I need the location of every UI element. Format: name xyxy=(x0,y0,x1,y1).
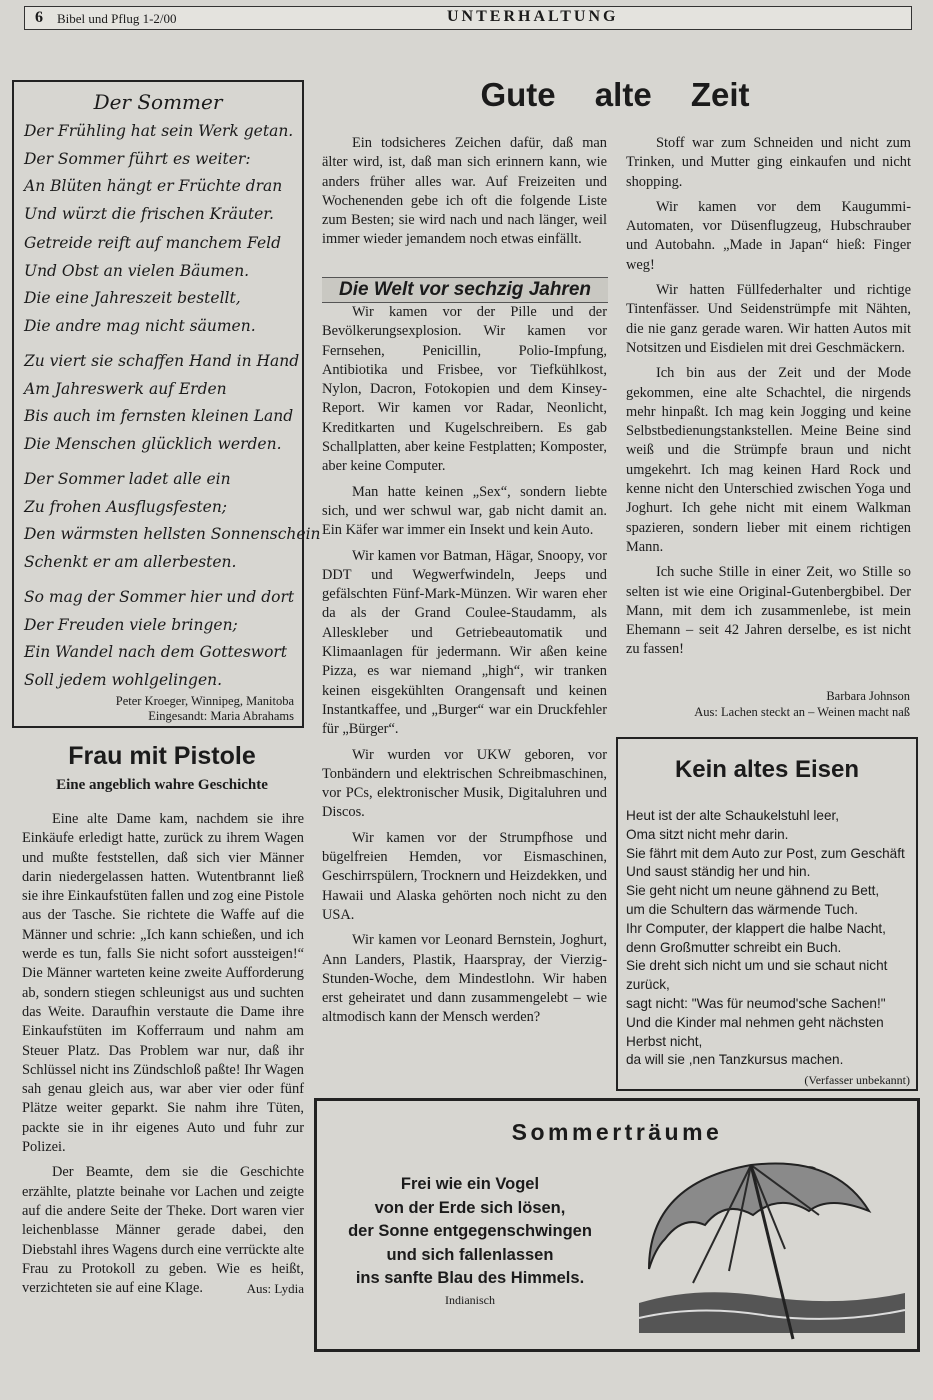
paragraph: Wir kamen vor der Strumpfhose und bügelfreien Hemden, vor Eismaschinen, Geschirrspülern, Trocknern und Heizdekken, und Hawaii und Alaska gehörten noch nicht zu den USA. xyxy=(322,829,607,923)
poem-line: Und die Kinder mal nehmen geht nächsten xyxy=(626,1014,884,1030)
paragraph: Wir wurden vor UKW geboren, vor Tonbändern und elektrischen Schreibmaschinen, vor PCs, elektronischer Musik, Digitaluhren und Discos. xyxy=(322,746,607,821)
poem-line: da will sie ,nen Tanzkursus machen. xyxy=(626,1052,844,1068)
poem-line: um die Schultern das wärmende Tuch. xyxy=(626,901,858,917)
waves-icon xyxy=(639,1292,905,1333)
poem-line: Und würzt die frischen Kräuter. xyxy=(24,204,274,223)
article-source: Aus: Lydia xyxy=(246,1281,304,1297)
poem-line: Schenkt er am allerbesten. xyxy=(24,552,237,571)
sommertraeume-box xyxy=(314,1098,920,1352)
poem-author: Peter Kroeger, Winnipeg, Manitoba xyxy=(115,694,294,708)
poem-line: Getreide reift auf manchem Feld xyxy=(24,234,282,252)
paragraph: Wir kamen vor der Pille und der Bevölkerungsexplosion. Wir kamen vor Fernsehen, Penicillin, Polio-Impfung, Antibiotika und Frisbee, vor Tiefkühlkost, Nylon, Dacron, Fotokopien und dem Kinsey-Report. Wir kamen vor Radar, Neonlicht, Kreditkarten und Kugelschreibern. Es gab Schallplatten, aber keine Festplatten; Komposter, aber keine Computer. xyxy=(322,304,607,475)
article-body xyxy=(322,303,607,1028)
poem-line: Am Jahreswerk auf Erden xyxy=(24,379,227,398)
poem-line: Den wärmsten hellsten Sonnenschein xyxy=(24,525,321,543)
verse-line: von der Erde sich lösen, xyxy=(374,1198,566,1217)
poem-stanza xyxy=(24,348,304,458)
poem-line: Die Menschen glücklich werden. xyxy=(24,434,282,453)
page-header xyxy=(24,6,912,30)
poem-line: So mag der Sommer hier und dort xyxy=(24,588,295,606)
poem-line: Die andre mag nicht säumen. xyxy=(24,316,256,335)
article-title: Gute alte Zeit xyxy=(480,76,750,113)
poem-line: Zu frohen Ausflugsfesten; xyxy=(24,497,228,516)
poem-line: denn Großmutter schreibt ein Buch. xyxy=(626,939,842,955)
box-title: Sommerträume xyxy=(511,1119,723,1145)
publication-name: Bibel und Pflug 1-2/00 xyxy=(57,11,177,26)
paragraph: Wir hatten Füllfederhalter und richtige Tintenfässer. Und Seidenstrümpfe mit Nähten, die nie ganz gerade waren. Wir hatten Autos mit Notsitzen und Eisdielen mit drei Geschmäckern. xyxy=(626,282,911,356)
poem-title: Kein altes Eisen xyxy=(674,756,860,783)
verse-line: Frei wie ein Vogel xyxy=(400,1175,540,1193)
verse-line: der Sonne entgegenschwingen xyxy=(348,1222,592,1240)
verse-line: und sich fallenlassen xyxy=(386,1245,554,1264)
poem-credit: (Verfasser unbekannt) xyxy=(804,1073,910,1087)
article-credit xyxy=(626,688,910,720)
article-title: Frau mit Pistole xyxy=(68,742,256,770)
article-subtitle: Eine angeblich wahre Geschichte xyxy=(56,777,268,793)
poem-box xyxy=(616,737,918,1091)
beach-umbrella-birds-illustration xyxy=(635,1153,909,1343)
article-source: Aus: Lachen steckt an – Weinen macht naß xyxy=(694,705,910,719)
poem-line: Soll jedem wohlgelingen. xyxy=(24,670,223,689)
paragraph: Der Beamte, dem sie die Geschichte erzählte, platzte beinahe vor Lachen und zeigte auf die andere Seite der Theke. Dort waren vier leichenblasse Männer gerade dabei, den Diebstahl ihres Wagens durch eine verrückte alte Frau zu Protokoll zu geben. Wie es heißt, verzichteten sie auf eine Klage. xyxy=(22,1164,304,1297)
page-number: 6 xyxy=(35,9,43,26)
paragraph: Ein todsicheres Zeichen dafür, daß man älter wird, ist, daß man sich erinnern kann, wie anders früher alles war. Auf Freizeiten und Wochenenden gebe ich oft die folgende Liste zum Besten; sie wird nach und nach länger, weil immer wieder jemandem noch etwas einfällt. xyxy=(322,135,607,248)
poem-lines xyxy=(626,807,914,1070)
poem-stanza xyxy=(24,466,321,576)
article-author: Barbara Johnson xyxy=(826,689,910,703)
article-body xyxy=(22,810,304,1297)
poem-line: Sie geht nicht um neune gähnend zu Bett, xyxy=(626,883,880,899)
paragraph: Wir kamen vor Leonard Bernstein, Joghurt, Ann Landers, Plastik, Haarspray, der Vierzig-Stunden-Woche, dem Mindestlohn. Wir haben erst geheiratet und dann zusammengelebt – wie altmodisch kann der Mensch werden? xyxy=(322,932,607,1026)
paragraph: Eine alte Dame kam, nachdem sie ihre Einkäufe erledigt hatte, zurück zu ihrem Wagen und mußte feststellen, daß sich vier Männer darin niedergelassen hatten. Wutentbrannt ließ sie ihre Einkaufstüten fallen und zog eine Pistole aus der Tasche. Sie richtete die Waffe auf die Männer und schrie: „Ich kann schießen, und ich werde es tun, falls Sie nicht sofort aussteigen!“ Die Männer warteten keine zweite Aufforderung ab, sondern stiegen schleunigst aus und suchten das Weite. Daraufhin verstaute die Dame ihre Einkaufstüten im Kofferraum und nahm am Steuer Platz. Das Problem war nur, daß ihr Schlüssel nicht ins Zündschloß paßte! Ihr Wagen sah genau gleich aus, war aber vier oder fünf Plätze weiter geparkt. Sie nahm ihre Tüten, packte sie in ihr eigenes Auto und fuhr zur Polizei. xyxy=(22,811,304,1156)
poem-line: Der Sommer führt es weiter: xyxy=(24,149,251,168)
verse-lines xyxy=(321,1173,619,1291)
verse-line: ins sanfte Blau des Himmels. xyxy=(355,1269,585,1287)
poem-line: An Blüten hängt er Früchte dran xyxy=(24,177,283,195)
attribution: Indianisch xyxy=(445,1293,495,1307)
poem-line: Herbst nicht, xyxy=(626,1033,703,1049)
paragraph: Wir kamen vor Batman, Hägar, Snoopy, vor DDT und Wegwerfwindeln, Jeeps und gefälschten Fünf-Mark-Münzen. Wir waren eher da als der Grand Coulee-Staudamm, als Alleskleber und Getriebeautomatik und Klimaanlagen für jedermann. Wir aßen keine Pizza, es war niemand „high“, wir tranken keinen eisgekühlten Orangensaft und keinen Instantkaffee, und „Burger“ war ein Druckfehler für „Bürger“. xyxy=(322,547,607,738)
poem-line: Und saust ständig her und hin. xyxy=(626,864,811,880)
paragraph: Wir kamen vor dem Kaugummi-Automaten, vor Düsenflugzeug, Hubschrauber und Autobahn. „Made in Japan“ hieß: Finger weg! xyxy=(626,198,911,273)
poem-title: Der Sommer xyxy=(93,90,223,114)
article-intro xyxy=(322,134,607,250)
paragraph: Man hatte keinen „Sex“, sondern liebte sich, und wer schwul war, gab nicht damit an. Ein Käfer war immer ein Insekt und kein Auto. xyxy=(322,483,607,539)
poem-line: sagt nicht: "Was für neumod'sche Sachen!" xyxy=(626,995,886,1011)
poem-line: Der Sommer ladet alle ein xyxy=(24,470,231,488)
poem-line: Und Obst an vielen Bäumen. xyxy=(24,261,250,280)
poem-line: Sie fährt mit dem Auto zur Post, zum Geschäft xyxy=(626,845,905,861)
paragraph: Ich bin aus der Zeit und der Mode gekommen, eine alte Schachtel, die nirgends mehr hinpaßt. Ich mag kein Jogging und keine Selbstbedienungstankstellen. Meine Beine sind weiß und die Strümpfe braun und nicht umgekehrt. Ich mag keinen Hard Rock und kenne nicht den Unterschied zwischen Yoga und Joghurt. Ich gehe nicht mit einem Walkman spazieren, sondern lieber mit einem richtigen Mann. xyxy=(626,365,911,555)
article-body xyxy=(626,134,911,660)
poem-line: Der Frühling hat sein Werk getan. xyxy=(24,122,294,140)
poem-line: Heut ist der alte Schaukelstuhl leer, xyxy=(626,808,840,823)
section-title: UNTERHALTUNG xyxy=(447,8,619,25)
poem-line: Ihr Computer, der klappert die halbe Nacht, xyxy=(626,920,886,936)
poem-line: Zu viert sie schaffen Hand in Hand xyxy=(24,352,300,370)
poem-line: zurück, xyxy=(626,977,670,993)
paragraph: Stoff war zum Schneiden und nicht zum Trinken, und Mutter ging einkaufen und nicht shopping. xyxy=(626,135,911,190)
poem-stanza xyxy=(24,118,304,228)
poem-line: Sie dreht sich nicht um und sie schaut nicht xyxy=(626,958,888,974)
poem-stanza xyxy=(24,584,304,694)
subheading: Die Welt vor sechzig Jahren xyxy=(322,277,608,303)
poem-line: Ein Wandel nach dem Gotteswort xyxy=(24,643,288,661)
poem-line: Oma sitzt nicht mehr darin. xyxy=(626,826,789,842)
poem-box xyxy=(12,80,321,728)
paragraph: Ich suche Stille in einer Zeit, wo Stille so selten ist wie eine Original-Gutenbergbibel. Der Mann, mit dem ich zusammenlebe, ist mein Ehemann – seit 42 Jahren derselbe, es ist nicht zu fassen! xyxy=(626,564,911,658)
poem-stanza xyxy=(24,230,304,340)
poem-line: Bis auch im fernsten kleinen Land xyxy=(24,407,294,425)
poem-submitted-by: Eingesandt: Maria Abrahams xyxy=(148,709,294,723)
poem-line: Der Freuden viele bringen; xyxy=(24,615,238,634)
poem-line: Die eine Jahreszeit bestellt, xyxy=(24,289,241,307)
